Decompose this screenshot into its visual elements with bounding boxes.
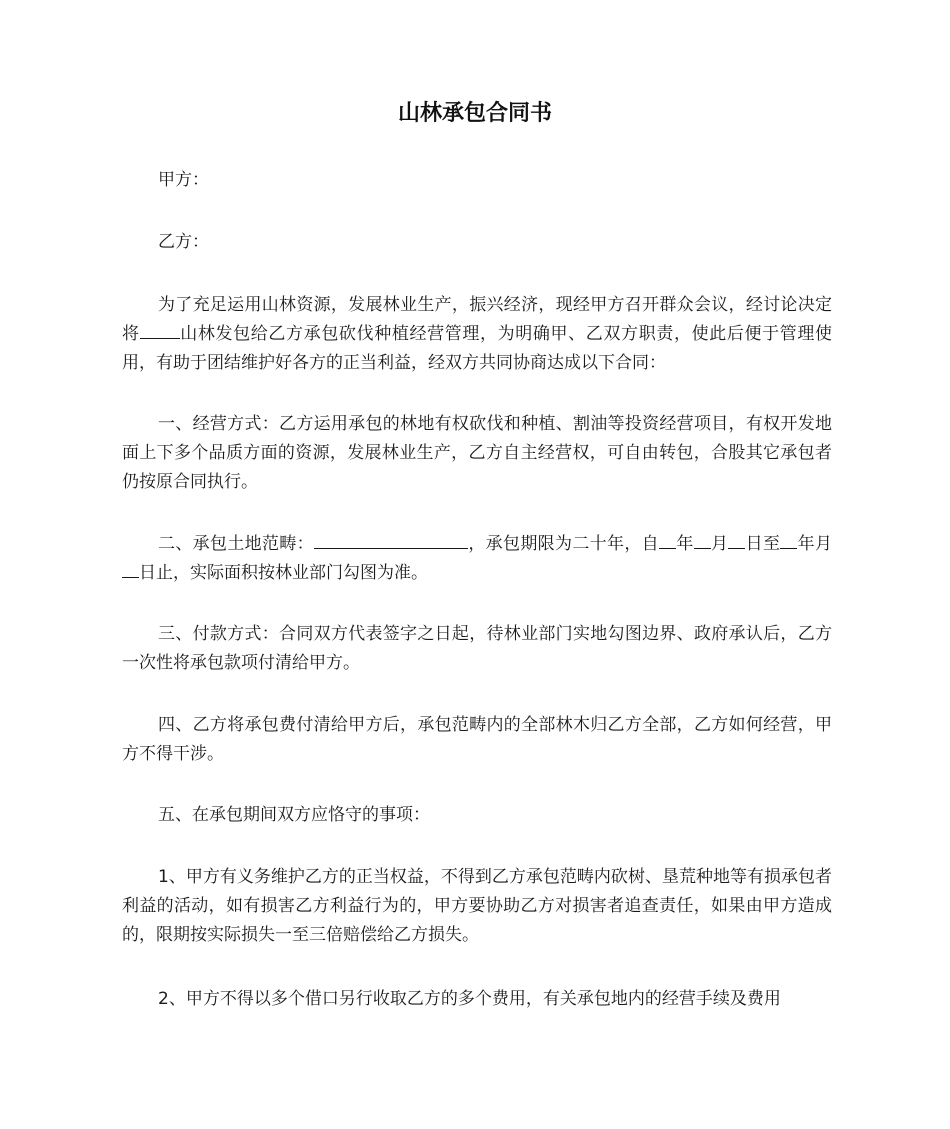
document-title: 山林承包合同书 [397, 101, 552, 126]
start-day-blank [728, 548, 745, 549]
forest-name-blank [140, 338, 180, 339]
clause-2-day2: 日止，实际面积按林业部门勾图为准。 [139, 563, 428, 583]
end-year-blank [780, 548, 797, 549]
clause-2-year1: 年 [676, 534, 694, 554]
clause-2-text-a: ，承包期限为二十年，自 [468, 534, 659, 554]
item-1-paragraph: 1、甲方有义务维护乙方的正当权益，不得到乙方承包范畴内砍树、垦荒种地等有损承包者利益的活动，如有损害乙方利益行为的，甲方要协助乙方对损害者追查责任，如果由甲方造成的，限期按实际损失一至三倍赔偿给乙方损失。 [122, 867, 832, 945]
clause-2-day1: 日至 [745, 534, 781, 554]
clause-2-year2: 年 [797, 534, 816, 554]
clause-3-paragraph: 三、付款方式：合同双方代表签字之日起，待林业部门实地勾图边界、政府承认后，乙方一次性将承包款项付清给甲方。 [122, 624, 832, 673]
clause-1-paragraph: 一、经营方式：乙方运用承包的林地有权砍伐和种植、割油等投资经营项目，有权开发地面上下多个品质方面的资源，发展林业生产，乙方自主经营权，可自由转包，合股其它承包者仍按原合同执行。 [122, 414, 832, 492]
party-a-line: 甲方： [158, 170, 209, 190]
clause-5-paragraph: 五、在承包期间双方应恪守的事项： [158, 805, 430, 825]
intro-text-1: 为了充足运用山林资源，发展林业生产，振兴经济，现经甲方召开群众会议，经讨论决定将 [122, 295, 832, 344]
clause-2-paragraph [122, 530, 832, 588]
clause-2-label: 二、承包土地范畴： [158, 534, 314, 554]
start-year-blank [659, 548, 676, 549]
end-day-blank [122, 577, 139, 578]
intro-text-2: 山林发包给乙方承包砍伐种植经营管理，为明确甲、乙双方职责，使此后便于管理使用，有助于团结维护好各方的正当利益，经双方共同协商达成以下合同： [122, 324, 833, 373]
clause-2-month1: 月 [710, 534, 729, 554]
land-scope-blank [314, 548, 468, 549]
clause-2-month2: 月 [815, 534, 833, 554]
item-2-paragraph: 2、甲方不得以多个借口另行收取乙方的多个费用，有关承包地内的经营手续及费用 [158, 989, 781, 1009]
start-month-blank [694, 548, 711, 549]
clause-4-paragraph: 四、乙方将承包费付清给甲方后，承包范畴内的全部林木归乙方全部，乙方如何经营，甲方不得干涉。 [122, 715, 832, 764]
party-b-line: 乙方： [158, 232, 209, 252]
intro-paragraph [122, 291, 832, 378]
